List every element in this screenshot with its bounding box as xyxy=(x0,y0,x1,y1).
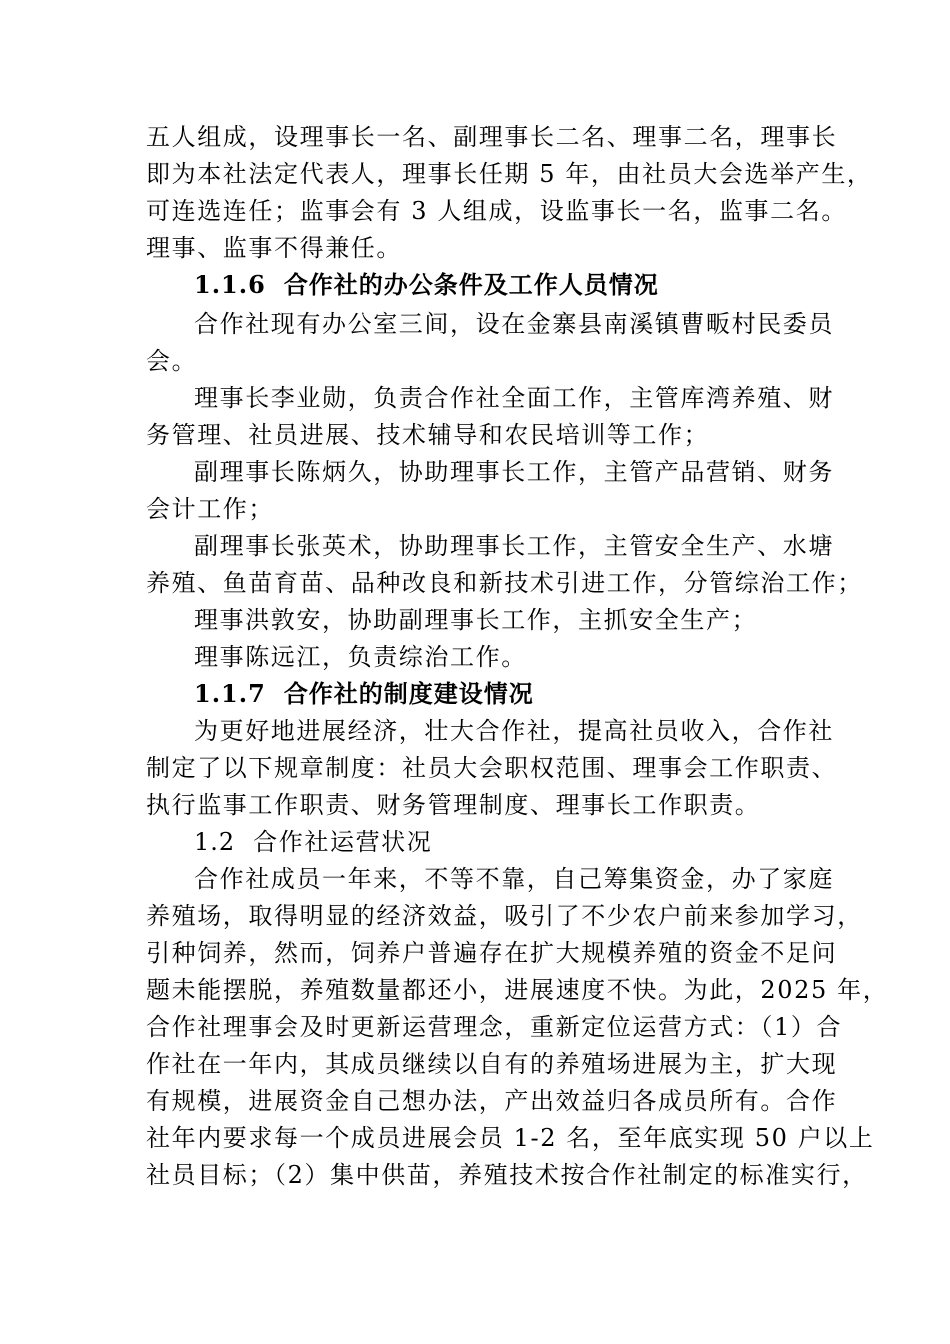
paragraph-line: 可连选连任；监事会有 3 人组成，设监事长一名，监事二名。 xyxy=(146,197,847,225)
paragraph-line: 即为本社法定代表人，理事长任期 5 年，由社员大会选举产生， xyxy=(146,160,873,188)
section-number: 1.1.6 xyxy=(194,270,266,299)
paragraph-line: 为更好地进展经济，壮大合作社，提高社员收入，合作社 xyxy=(194,717,834,745)
section-number: 1.1.7 xyxy=(194,679,266,708)
paragraph-line: 务管理、社员进展、技术辅导和农民培训等工作； xyxy=(146,421,710,449)
paragraph-line: 五人组成，设理事长一名、副理事长二名、理事二名，理事长 xyxy=(146,123,838,151)
paragraph-line: 会计工作； xyxy=(146,495,274,523)
paragraph-line: 理事、监事不得兼任。 xyxy=(146,234,402,262)
section-title: 合作社运营状况 xyxy=(253,828,433,856)
section-number: 1.2 xyxy=(194,828,236,856)
paragraph-line: 作社在一年内，其成员继续以自有的养殖场进展为主，扩大现 xyxy=(146,1050,838,1078)
paragraph-line: 副理事长张英术，协助理事长工作，主管安全生产、水塘 xyxy=(194,532,834,560)
paragraph-line: 合作社成员一年来，不等不靠，自己筹集资金，办了家庭 xyxy=(194,865,834,893)
paragraph-line: 合作社现有办公室三间，设在金寨县南溪镇曹畈村民委员 xyxy=(194,310,834,338)
section-title: 合作社的办公条件及工作人员情况 xyxy=(283,270,659,299)
paragraph-line: 合作社理事会及时更新运营理念，重新定位运营方式：（1）合 xyxy=(146,1013,843,1041)
paragraph-line: 理事洪敦安，协助副理事长工作，主抓安全生产； xyxy=(194,606,758,634)
paragraph-line: 社员目标；（2）集中供苗，养殖技术按合作社制定的标准实行， xyxy=(146,1161,868,1189)
section-heading-1-2 xyxy=(194,827,432,857)
section-heading-1-1-7 xyxy=(194,679,534,709)
paragraph-line: 理事长李业勋，负责合作社全面工作，主管库湾养殖、财 xyxy=(194,384,834,412)
section-heading-1-1-6 xyxy=(194,270,659,300)
section-title: 合作社的制度建设情况 xyxy=(283,679,534,708)
paragraph-line: 执行监事工作职责、财务管理制度、理事长工作职责。 xyxy=(146,791,761,819)
paragraph-line: 养殖场，取得明显的经济效益，吸引了不少农户前来参加学习， xyxy=(146,902,863,930)
paragraph-line: 题未能摆脱，养殖数量都还小，进展速度不快。为此，2025 年， xyxy=(146,976,889,1004)
paragraph-line: 有规模，进展资金自己想办法，产出效益归各成员所有。合作 xyxy=(146,1087,838,1115)
paragraph-line: 制定了以下规章制度：社员大会职权范围、理事会工作职责、 xyxy=(146,754,838,782)
paragraph-line: 理事陈远江，负责综治工作。 xyxy=(194,643,527,671)
paragraph-line: 养殖、鱼苗育苗、品种改良和新技术引进工作，分管综治工作； xyxy=(146,569,863,597)
paragraph-line: 副理事长陈炳久，协助理事长工作，主管产品营销、财务 xyxy=(194,458,834,486)
paragraph-line: 引种饲养，然而，饲养户普遍存在扩大规模养殖的资金不足问 xyxy=(146,939,838,967)
paragraph-line: 会。 xyxy=(146,347,198,375)
paragraph-line: 社年内要求每一个成员进展会员 1-2 名，至年底实现 50 户以上 xyxy=(146,1124,875,1152)
